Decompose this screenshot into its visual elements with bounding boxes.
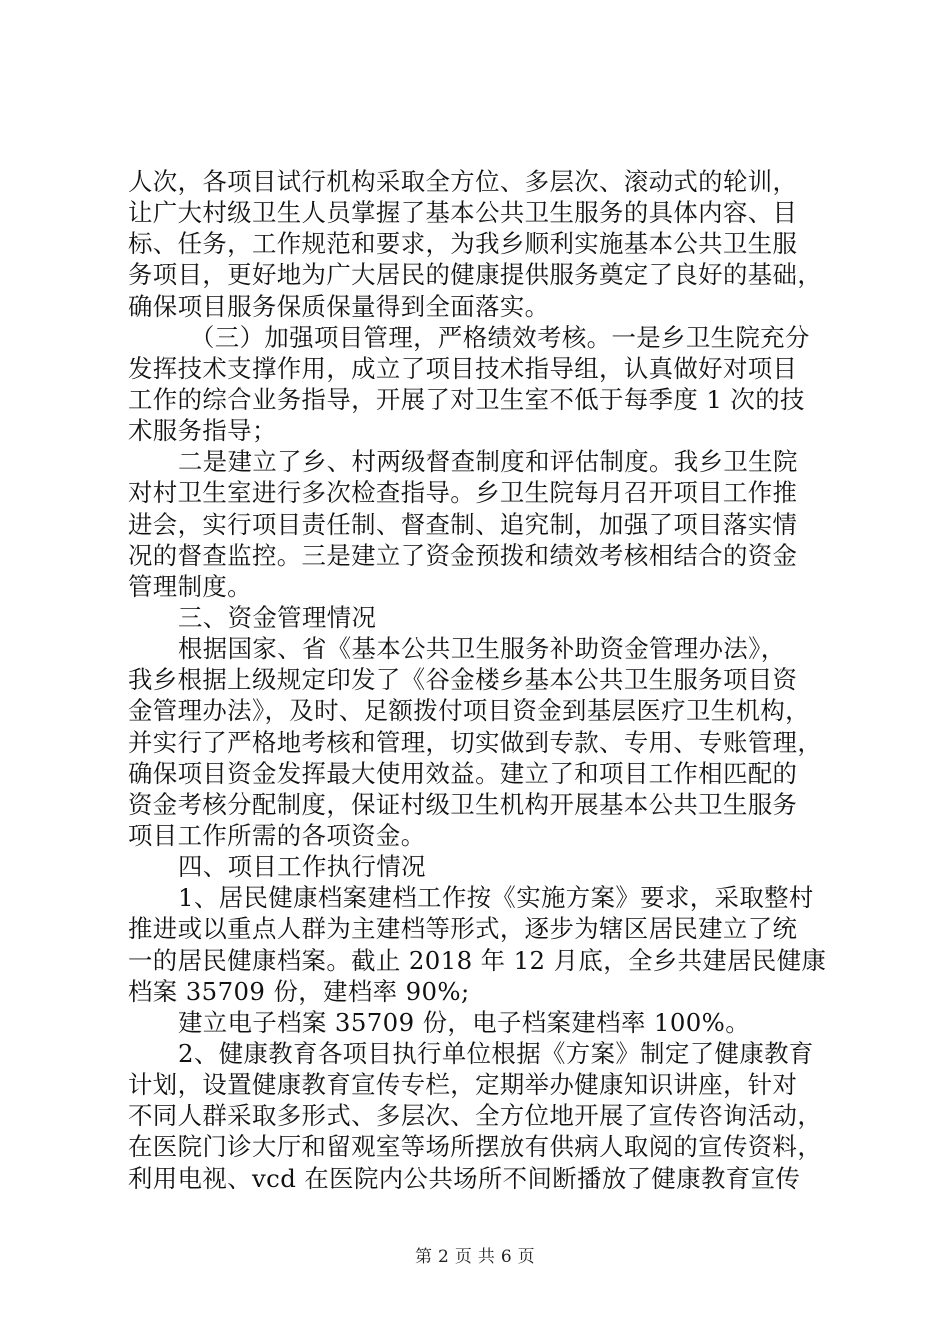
section-heading: 三、资金管理情况 bbox=[178, 602, 377, 632]
text-line: 工作的综合业务指导，开展了对卫生室不低于每季度 1 次的技 bbox=[128, 384, 805, 414]
section-heading: （三）加强项目管理，严格绩效考核。一是乡卫生院充分 bbox=[190, 322, 810, 352]
text-line: 推进或以重点人群为主建档等形式，逐步为辖区居民建立了统 bbox=[128, 914, 798, 944]
text-line: 利用电视、vcd 在医院内公共场所不间断播放了健康教育宣传 bbox=[128, 1163, 801, 1193]
text-line: 况的督查监控。三是建立了资金预拨和绩效考核相结合的资金 bbox=[128, 540, 798, 570]
text-line: 金管理办法》，及时、足额拨付项目资金到基层医疗卫生机构， bbox=[128, 696, 810, 726]
paragraph-start: 2、健康教育各项目执行单位根据《方案》制定了健康教育 bbox=[178, 1038, 814, 1068]
text-line: 档案 35709 份，建档率 90%; bbox=[128, 976, 470, 1006]
text-line: 项目工作所需的各项资金。 bbox=[128, 820, 426, 850]
text-line: 不同人群采取多形式、多层次、全方位地开展了宣传咨询活动， bbox=[128, 1101, 823, 1131]
paragraph-start: 1、居民健康档案建档工作按《实施方案》要求，采取整村 bbox=[178, 883, 814, 913]
text-line: 确保项目资金发挥最大使用效益。建立了和项目工作相匹配的 bbox=[128, 758, 798, 788]
text-line: 在医院门诊大厅和留观室等场所摆放有供病人取阅的宣传资料， bbox=[128, 1132, 823, 1162]
text-line: 一的居民健康档案。截止 2018 年 12 月底，全乡共建居民健康 bbox=[128, 945, 827, 975]
paragraph-start: 建立电子档案 35709 份，电子档案建档率 100%。 bbox=[178, 1007, 751, 1037]
text-line: 进会，实行项目责任制、督查制、追究制，加强了项目落实情 bbox=[128, 509, 798, 539]
text-line: 我乡根据上级规定印发了《谷金楼乡基本公共卫生服务项目资 bbox=[128, 665, 798, 695]
text-line: 务项目，更好地为广大居民的健康提供服务奠定了良好的基础， bbox=[128, 260, 823, 290]
text-line: 确保项目服务保质保量得到全面落实。 bbox=[128, 291, 550, 321]
paragraph-start: 二是建立了乡、村两级督查制度和评估制度。我乡卫生院 bbox=[178, 447, 798, 477]
text-line: 计划，设置健康教育宣传专栏，定期举办健康知识讲座，针对 bbox=[128, 1070, 798, 1100]
text-line: 让广大村级卫生人员掌握了基本公共卫生服务的具体内容、目 bbox=[128, 198, 798, 228]
text-line: 对村卫生室进行多次检查指导。乡卫生院每月召开项目工作推 bbox=[128, 478, 798, 508]
text-line: 人次，各项目试行机构采取全方位、多层次、滚动式的轮训， bbox=[128, 167, 798, 196]
text-line: 发挥技术支撑作用，成立了项目技术指导组，认真做好对项目 bbox=[128, 353, 798, 383]
page-footer: 第 2 页 共 6 页 bbox=[415, 1247, 535, 1267]
paragraph-start: 根据国家、省《基本公共卫生服务补助资金管理办法》， bbox=[178, 634, 786, 664]
text-line: 术服务指导； bbox=[128, 416, 277, 446]
section-heading: 四、项目工作执行情况 bbox=[178, 852, 426, 882]
text-line: 资金考核分配制度，保证村级卫生机构开展基本公共卫生服务 bbox=[128, 789, 798, 819]
text-line: 并实行了严格地考核和管理，切实做到专款、专用、专账管理， bbox=[128, 727, 823, 757]
text-line: 标、任务，工作规范和要求，为我乡顺利实施基本公共卫生服 bbox=[128, 229, 798, 259]
text-line: 管理制度。 bbox=[128, 571, 252, 601]
document-body bbox=[128, 166, 828, 1194]
